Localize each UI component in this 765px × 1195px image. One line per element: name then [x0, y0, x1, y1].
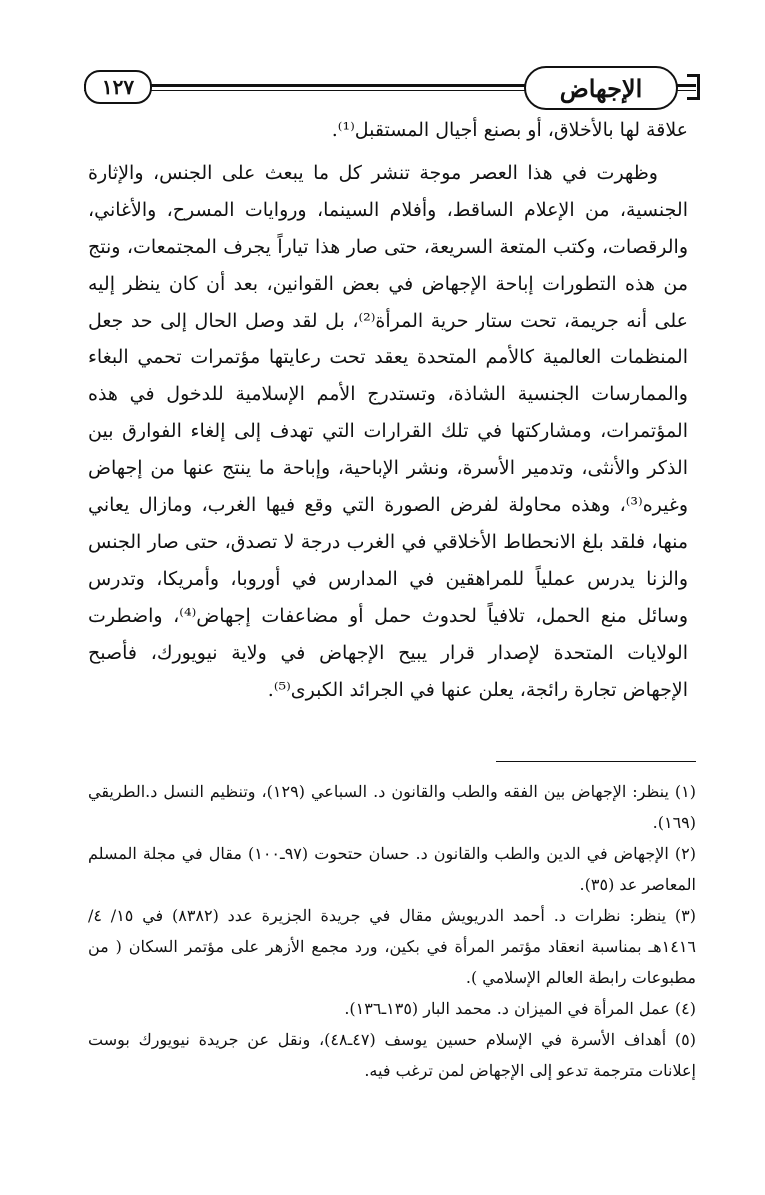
footnote-text: ينظر: الإجهاض بين الفقه والطب والقانون د. السباعي (١٢٩)، وتنظيم النسل د.الطريقي (١٦٩).	[88, 782, 696, 832]
main-text	[88, 112, 688, 709]
footnote-number: (٤)	[674, 999, 696, 1018]
footnote-5	[88, 1024, 696, 1086]
footnote-separator	[496, 761, 696, 762]
body-paragraph: وظهرت في هذا العصر موجة تنشر كل ما يبعث على الجنس، والإثارة الجنسية، من الإعلام الساقط، وأفلام السينما، وروايات المسرح، والأغاني، والرقصات، وكتب المتعة السريعة، حتى صار هذا تياراً يجرف المجتمعات، ونتج من هذه التطورات إباحة الإجهاض في بعض القوانين، بعد أن كان ينظر إليه على أنه جريمة، تحت ستار حرية المرأة⁽²⁾، بل لقد وصل الحال إلى حد جعل المنظمات العالمية كالأمم المتحدة يعقد تحت رعايتها مؤتمرات تحمي البغاء والممارسات الجنسية الشاذة، وتستدرج الأمم الإسلامية للدخول في هذه المؤتمرات، ومشاركتها في تلك القرارات التي تهدف إلى إلغاء الفوارق بين الذكر والأنثى، وتدمير الأسرة، ونشر الإباحية، وإباحة ما ينتج عنها من إجهاض وغيره⁽³⁾، وهذه محاولة لفرض الصورة التي وقع فيها الغرب، ومازال يعاني منها، فلقد بلغ الانحطاط الأخلاقي في الغرب درجة لا تصدق، حتى صار الجنس والزنا يدرس عملياً للمراهقين في المدارس في أوروبا، وأمريكا، وتدرس وسائل منع الحمل، تلافياً لحدوث حمل أو مضاعفات إجهاض⁽⁴⁾، واضطرت الولايات المتحدة لإصدار قرار يبيح الإجهاض في ولاية نيويورك، فأصبح الإجهاض تجارة رائجة، يعلن عنها في الجرائد الكبرى⁽⁵⁾.	[88, 161, 688, 701]
chapter-title: الإجهاض	[524, 66, 678, 110]
footnotes	[88, 776, 696, 1086]
footnote-number: (٥)	[674, 1030, 697, 1049]
page-header	[84, 66, 696, 108]
page-number: ١٢٧	[84, 70, 152, 104]
footnote-4	[88, 993, 696, 1024]
footnote-text: ينظر: نظرات د. أحمد الدريويش مقال في جريدة الجزيرة عدد (٨٣٨٢) في ١٥/ ٤/ ١٤١٦هـ بمناسبة انعقاد مؤتمر المرأة في بكين، ورد مجمع الأزهر على مؤتمر السكان ( من مطبوعات رابطة العالم الإسلامي ).	[88, 906, 696, 987]
footnote-number: (١)	[674, 782, 696, 801]
footnote-number: (٣)	[674, 906, 696, 925]
footnote-text: عمل المرأة في الميزان د. محمد البار (١٣٥ـ١٣٦).	[344, 999, 670, 1018]
continuation-line: علاقة لها بالأخلاق، أو بصنع أجيال المستقبل⁽¹⁾.	[331, 119, 688, 141]
footnote-text: الإجهاض في الدين والطب والقانون د. حسان حتحوت (٩٧ـ١٠٠) مقال في مجلة المسلم المعاصر عد (٣٥).	[88, 844, 696, 894]
footnote-number: (٢)	[674, 844, 696, 863]
footnote-1	[88, 776, 696, 838]
footnote-text: أهداف الأسرة في الإسلام حسين يوسف (٤٧ـ٤٨)، ونقل عن جريدة نيويورك بوست إعلانات مترجمة تدعو إلى الإجهاض لمن ترغب فيه.	[88, 1030, 696, 1080]
footnote-3	[88, 900, 696, 993]
footnote-2	[88, 838, 696, 900]
bracket-ornament-icon	[687, 74, 700, 100]
